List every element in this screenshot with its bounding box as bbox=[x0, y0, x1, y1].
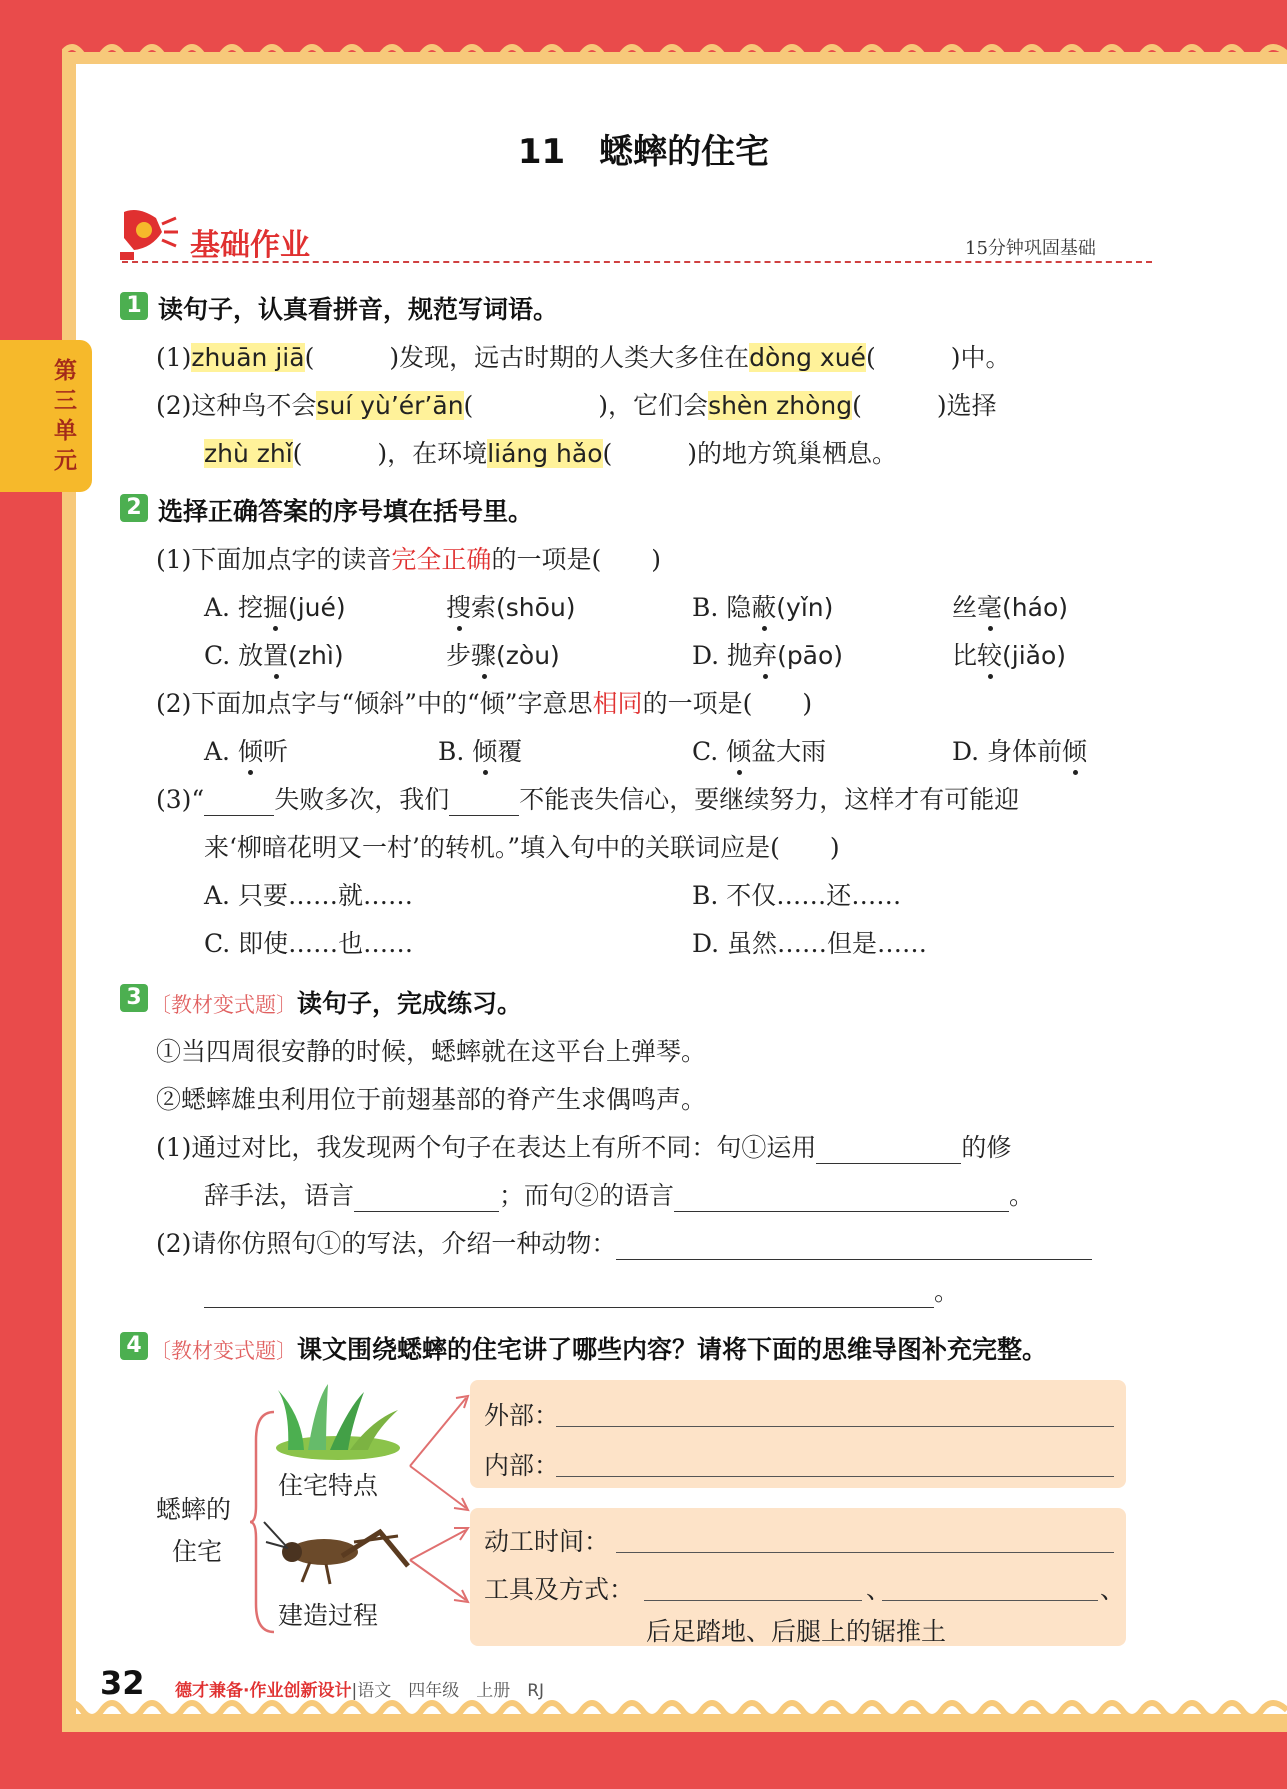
opt-pinyin: (pāo) bbox=[777, 641, 844, 670]
answer-blank[interactable]: ( )，它们会 bbox=[463, 391, 709, 420]
dotted-char: 倾 bbox=[472, 737, 498, 766]
pinyin-suiyuer-an: suí yù’ér’ān bbox=[316, 391, 464, 420]
dotted-char: 骤 bbox=[471, 641, 497, 670]
option-b[interactable] bbox=[438, 732, 522, 768]
answer-blank[interactable] bbox=[816, 1137, 961, 1164]
process-time-label: 动工时间： bbox=[484, 1527, 610, 1556]
q2-sub-2-text: (2)下面加点字与“倾斜”中的“倾”字意思 bbox=[156, 689, 593, 718]
q3-sub-2-cont bbox=[204, 1272, 959, 1308]
q3-text: 。 bbox=[934, 1277, 960, 1306]
dotted-char: 倾 bbox=[1062, 737, 1088, 766]
q1-line-2 bbox=[156, 386, 997, 422]
q3-sub-1-text: 的修 bbox=[961, 1133, 1012, 1162]
option-a[interactable] bbox=[204, 732, 288, 768]
option-d[interactable] bbox=[952, 732, 1087, 768]
page-number: 32 bbox=[100, 1664, 145, 1702]
cricket-icon bbox=[262, 1512, 412, 1586]
answer-blank[interactable]: ( )的地方筑巢栖息。 bbox=[602, 439, 898, 468]
opt-text: 听 bbox=[262, 737, 288, 766]
pinyin-shenzhong: shèn zhòng bbox=[708, 391, 853, 420]
opt-text: B. bbox=[438, 737, 473, 766]
section-note: 15分钟巩固基础 bbox=[965, 238, 1096, 259]
process-tools-label: 工具及方式： bbox=[484, 1575, 635, 1604]
q3-sentence-2: ②蟋蟀雄虫利用位于前翅基部的脊产生求偶鸣声。 bbox=[156, 1085, 707, 1114]
q3-text: ；而句②的语言 bbox=[499, 1181, 675, 1210]
opt-text: D. 抛 bbox=[692, 641, 753, 670]
question-3-header bbox=[150, 984, 522, 1020]
opt-pinyin: (shōu) bbox=[496, 593, 576, 622]
option-b[interactable] bbox=[692, 588, 833, 624]
option-c[interactable] bbox=[692, 732, 826, 768]
q1-label: (1) bbox=[156, 343, 192, 372]
option-c[interactable]: C. 即使……也…… bbox=[204, 929, 414, 958]
mindmap-root-2: 住宅 bbox=[172, 1537, 223, 1566]
option-c-2 bbox=[446, 636, 560, 672]
answer-blank[interactable]: ( )选择 bbox=[852, 391, 997, 420]
answer-line-inside[interactable] bbox=[556, 1476, 1114, 1477]
q2-sub-1-text: (1)下面加点字的读音 bbox=[156, 545, 392, 574]
q1-line-3 bbox=[204, 434, 897, 470]
footer-book-info: 语文 四年级 上册 RJ bbox=[357, 1681, 545, 1701]
opt-text: A. 挖 bbox=[204, 593, 263, 622]
q2-sub-2-emphasis: 相同 bbox=[592, 689, 643, 718]
footer-info bbox=[175, 1676, 544, 1701]
opt-text: A. bbox=[204, 737, 238, 766]
grass-icon bbox=[268, 1380, 408, 1462]
opt-text: 丝 bbox=[952, 593, 978, 622]
q2-sub-1 bbox=[156, 540, 661, 576]
option-a[interactable]: A. 只要……就…… bbox=[204, 881, 413, 910]
q3-sub-2 bbox=[156, 1224, 1092, 1260]
answer-line-tool-2[interactable] bbox=[882, 1600, 1098, 1601]
features-inside-label: 内部： bbox=[484, 1451, 560, 1480]
dotted-char: 搜 bbox=[446, 593, 472, 622]
option-a-2 bbox=[446, 588, 576, 624]
answer-line-outside[interactable] bbox=[556, 1426, 1114, 1427]
question-number-3: 3 bbox=[120, 984, 148, 1012]
dotted-char: 掘 bbox=[262, 593, 288, 622]
question-1-stem: 读句子，认真看拼音，规范写词语。 bbox=[158, 295, 559, 324]
option-d[interactable] bbox=[692, 636, 843, 672]
mindmap-branch-1: 住宅特点 bbox=[278, 1471, 379, 1500]
pinyin-lianghao: liáng hǎo bbox=[487, 439, 603, 468]
footer-brand: 德才兼备·作业创新设计 bbox=[175, 1681, 352, 1701]
opt-text: B. 隐 bbox=[692, 593, 752, 622]
q3-sub-1 bbox=[156, 1128, 1011, 1164]
opt-text: 覆 bbox=[497, 737, 523, 766]
source-tag: 〔教材变式题〕 bbox=[150, 993, 297, 1017]
dotted-char: 弃 bbox=[752, 641, 778, 670]
answer-bracket[interactable]: 的一项是( ) bbox=[491, 545, 661, 574]
question-number-2: 2 bbox=[120, 494, 148, 522]
pinyin-dongxue: dòng xué bbox=[749, 343, 866, 372]
mindmap-box-features bbox=[470, 1380, 1126, 1488]
opt-text: D. 身体前 bbox=[952, 737, 1063, 766]
separator: 、 bbox=[866, 1575, 892, 1604]
option-c[interactable] bbox=[204, 636, 344, 672]
opt-text: 盆大雨 bbox=[751, 737, 827, 766]
answer-blank[interactable] bbox=[449, 789, 519, 816]
answer-blank[interactable] bbox=[204, 789, 274, 816]
q2-sub-3 bbox=[156, 780, 1019, 816]
answer-blank[interactable] bbox=[354, 1185, 499, 1212]
opt-text: 比 bbox=[952, 641, 978, 670]
question-3-stem: 读句子，完成练习。 bbox=[297, 989, 523, 1018]
section-divider bbox=[122, 261, 1152, 263]
unit-tab bbox=[0, 340, 92, 492]
q2-sub-2 bbox=[156, 684, 812, 720]
opt-pinyin: (zhì) bbox=[288, 641, 344, 670]
lamp-icon bbox=[118, 208, 180, 264]
q3-text: 辞手法，语言 bbox=[204, 1181, 355, 1210]
option-b-2 bbox=[952, 588, 1068, 624]
question-2-stem: 选择正确答案的序号填在括号里。 bbox=[158, 497, 534, 526]
q3-sub-1-text: (1)通过对比，我发现两个句子在表达上有所不同：句①运用 bbox=[156, 1133, 817, 1162]
opt-text: C. 放 bbox=[204, 641, 264, 670]
footer-separator: | bbox=[351, 1681, 358, 1701]
option-a[interactable] bbox=[204, 588, 346, 624]
pinyin-zhuzhi: zhù zhǐ bbox=[204, 439, 293, 468]
answer-blank[interactable] bbox=[204, 1281, 934, 1308]
question-number-1: 1 bbox=[120, 292, 148, 320]
option-d-2 bbox=[952, 636, 1066, 672]
q2-sub-3-cont: 来‘柳暗花明又一村’的转机。”填入句中的关联词应是( ) bbox=[204, 833, 840, 862]
q1-text: (2)这种鸟不会 bbox=[156, 391, 317, 420]
q3-text: 。 bbox=[1009, 1181, 1035, 1210]
separator: 、 bbox=[1100, 1575, 1126, 1604]
answer-bracket[interactable]: 的一项是( ) bbox=[642, 689, 813, 718]
answer-blank[interactable] bbox=[674, 1185, 1009, 1212]
dotted-char: 毫 bbox=[977, 593, 1003, 622]
answer-line-time[interactable] bbox=[616, 1552, 1114, 1553]
dotted-char: 较 bbox=[977, 641, 1003, 670]
unit-tab-label: 第三单元 bbox=[54, 358, 77, 474]
answer-blank[interactable]: ( )，在环境 bbox=[292, 439, 488, 468]
q2-sub-1-emphasis: 完全正确 bbox=[391, 545, 492, 574]
dotted-char: 倾 bbox=[726, 737, 752, 766]
question-number-4: 4 bbox=[120, 1332, 148, 1360]
q2-sub-3-text: 不能丧失信心，要继续努力，这样才有可能迎 bbox=[519, 785, 1020, 814]
option-b[interactable]: B. 不仅……还…… bbox=[692, 881, 902, 910]
process-given-answer: 后足踏地、后腿上的锯推土 bbox=[646, 1617, 947, 1646]
q2-sub-3-text: (3)“ bbox=[156, 785, 205, 814]
features-outside-label: 外部： bbox=[484, 1401, 560, 1430]
q3-sentence-1: ①当四周很安静的时候，蟋蟀就在这平台上弹琴。 bbox=[156, 1037, 707, 1066]
mindmap-branch-2: 建造过程 bbox=[278, 1601, 379, 1630]
q1-line-1 bbox=[156, 338, 1010, 374]
dotted-char: 置 bbox=[263, 641, 289, 670]
section-label: 基础作业 bbox=[190, 228, 310, 263]
answer-blank[interactable]: ( )发现，远古时期的人类大多住在 bbox=[304, 343, 750, 372]
pinyin-zhuanjia: zhuān jiā bbox=[191, 343, 305, 372]
dotted-char: 倾 bbox=[237, 737, 263, 766]
q3-sub-2-text: (2)请你仿照句①的写法，介绍一种动物： bbox=[156, 1229, 617, 1258]
dotted-char: 蔽 bbox=[751, 593, 777, 622]
answer-blank[interactable]: ( )中。 bbox=[865, 343, 1011, 372]
question-4-stem: 课文围绕蟋蟀的住宅讲了哪些内容？请将下面的思维导图补充完整。 bbox=[297, 1335, 1048, 1364]
answer-line-tool-1[interactable] bbox=[644, 1600, 862, 1601]
mindmap-arrows bbox=[404, 1390, 474, 1630]
opt-pinyin: (zòu) bbox=[496, 641, 560, 670]
opt-text: C. bbox=[692, 737, 727, 766]
opt-pinyin: (jué) bbox=[287, 593, 346, 622]
mindmap-root-1: 蟋蟀的 bbox=[156, 1495, 232, 1524]
source-tag: 〔教材变式题〕 bbox=[150, 1339, 297, 1363]
opt-text: 步 bbox=[446, 641, 472, 670]
opt-pinyin: (jiǎo) bbox=[1002, 641, 1067, 670]
q3-sub-1-cont bbox=[204, 1176, 1034, 1212]
page-title: 11 蟋蟀的住宅 bbox=[517, 132, 770, 172]
opt-pinyin: (háo) bbox=[1002, 593, 1068, 622]
option-d[interactable]: D. 虽然……但是…… bbox=[692, 929, 928, 958]
q2-sub-3-text: 失败多次，我们 bbox=[274, 785, 450, 814]
opt-text: 索 bbox=[471, 593, 497, 622]
opt-pinyin: (yǐn) bbox=[776, 593, 834, 622]
question-4-header bbox=[150, 1330, 1047, 1366]
answer-blank[interactable] bbox=[616, 1233, 1092, 1260]
